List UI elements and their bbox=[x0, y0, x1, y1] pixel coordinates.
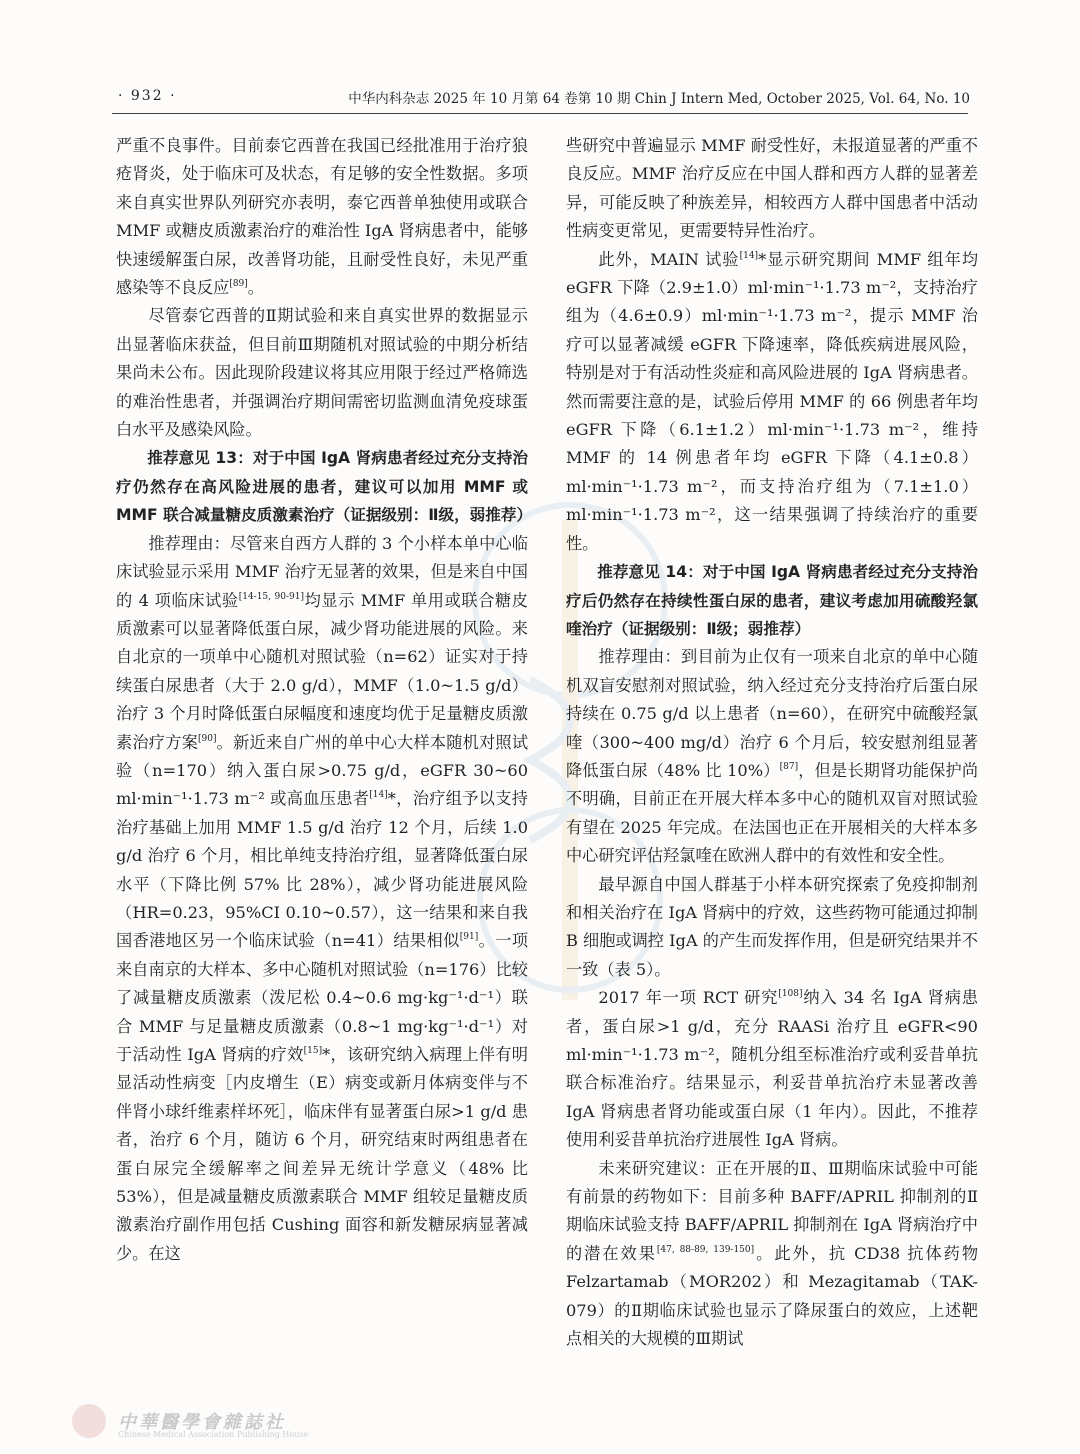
citation: [14] bbox=[369, 790, 388, 801]
citation: [14-15, 90-91] bbox=[238, 591, 304, 602]
journal-header: 中华内科杂志 2025 年 10 月第 64 卷第 10 期 Chin J Intern Med, October 2025, Vol. 64, No. 10 bbox=[348, 91, 970, 107]
paragraph: 严重不良事件。目前泰它西普在我国已经批准用于治疗狼疮肾炎，处于临床可及状态，有足够的安全性数据。多项来自真实世界队列研究亦表明，泰它西普单独使用或联合 MMF 或糖皮质激素治疗的难治性 IgA 肾病患者中，能够快速缓解蛋白尿，改善肾功能，且耐受性良好，未见严重感染等不良反应[89]。 bbox=[116, 136, 529, 298]
citation: [14] bbox=[739, 250, 759, 261]
paragraph: 此外，MAIN 试验[14]*显示研究期间 MMF 组年均 eGFR 下降（2.9±1.0）ml·min⁻¹·1.73 m⁻²，支持治疗组为（4.6±0.9）ml·min⁻¹·1.73 m⁻²，提示 MMF 治疗可以显著减缓 eGFR 下降速率，降低疾病进展风险，特别是对于有活动性炎症和高风险进展的 IgA 肾病患者。然而需要注意的是，试验后停用 MMF 的 66 例患者年均 eGFR 下降（6.1±1.2）ml·min⁻¹·1.73 m⁻²，维持 MMF 的 14 例患者年均 eGFR 下降（4.1±0.8）ml·min⁻¹·1.73 m⁻²，而支持治疗组为（7.1±1.0）ml·min⁻¹·1.73 m⁻²，这一结果强调了持续治疗的重要性。 bbox=[566, 249, 979, 553]
left-column bbox=[116, 132, 533, 1268]
recommendation-14: 推荐意见 14：对于中国 IgA 肾病患者经过充分支持治疗后仍然存在持续性蛋白尿的患者，建议考虑加用硫酸羟氯喹治疗（证据级别：Ⅱ级；弱推荐） bbox=[566, 563, 978, 638]
publisher-logo-icon bbox=[72, 1404, 106, 1438]
right-column bbox=[566, 132, 978, 1353]
citation: [47, 88-89, 139-150] bbox=[656, 1244, 755, 1255]
paragraph: 未来研究建议：正在开展的Ⅱ、Ⅲ期临床试验中可能有前景的药物如下：目前多种 BAFF/APRIL 抑制剂的Ⅱ期临床试验支持 BAFF/APRIL 抑制剂在 IgA 肾病治疗中的潜在效果[47, 88-89, 139-150]。此外，抗 CD38 抗体药物 Felzartamab（MOR202）和 Mezagitamab（TAK-079）的Ⅱ期临床试验也显示了降尿蛋白的效应，上述靶点相关的大规模的Ⅲ期试 bbox=[566, 1158, 979, 1349]
paragraph: 尽管泰它西普的Ⅱ期试验和来自真实世界的数据显示出显著临床获益，但目前Ⅲ期随机对照试验的中期分析结果尚未公布。因此现阶段建议将其应用限于经过严格筛选的难治性患者，并强调治疗期间需密切监测血清免疫球蛋白水平及感染风险。 bbox=[116, 306, 528, 440]
paragraph: 2017 年一项 RCT 研究[108]纳入 34 名 IgA 肾病患者，蛋白尿>1 g/d，充分 RAASi 治疗且 eGFR<90 ml·min⁻¹·1.73 m⁻²，随机分组至标准治疗或利妥昔单抗联合标准治疗。结果显示，利妥昔单抗治疗未显著改善 IgA 肾病患者肾功能或蛋白尿（1 年内）。因此，不推荐使用利妥昔单抗治疗进展性 IgA 肾病。 bbox=[566, 988, 978, 1150]
publisher-watermark-en: Chinese Medical Association Publishing House bbox=[118, 1430, 309, 1439]
paragraph: 推荐理由：到目前为止仅有一项来自北京的单中心随机双盲安慰剂对照试验，纳入经过充分支持治疗后蛋白尿持续在 0.75 g/d 以上患者（n=60），在研究中硫酸羟氯喹（300~400 mg/d）治疗 6 个月后，较安慰剂组显著降低蛋白尿（48% 比 10%）[87]，但是长期肾功能保护尚不明确，目前正在开展大样本多中心的随机双盲对照试验有望在 2025 年完成。在法国也正在开展相关的大样本多中心研究评估羟氯喹在欧洲人群中的有效性和安全性。 bbox=[566, 647, 979, 866]
page-number: · 932 · bbox=[118, 88, 177, 104]
citation: [108] bbox=[778, 989, 803, 1000]
citation: [90] bbox=[197, 733, 217, 744]
publisher-watermark: 中華醫學會雜誌社 bbox=[118, 1412, 286, 1433]
paragraph: 最早源自中国人群基于小样本研究探索了免疫抑制剂和相关治疗在 IgA 肾病中的疗效，这些药物可能通过抑制 B 细胞或调控 IgA 的产生而发挥作用，但是研究结果并不一致（表 5）。 bbox=[566, 874, 978, 979]
header-divider bbox=[112, 113, 968, 114]
citation: [87] bbox=[779, 761, 799, 772]
recommendation-13: 推荐意见 13：对于中国 IgA 肾病患者经过充分支持治疗仍然存在高风险进展的患者，建议可以加用 MMF 或 MMF 联合减量糖皮质激素治疗（证据级别：Ⅱ级，弱推荐） bbox=[116, 449, 533, 525]
paragraph: 些研究中普遍显示 MMF 耐受性好，未报道显著的严重不良反应。MMF 治疗反应在中国人群和西方人群的显著差异，可能反映了种族差异，相较西方人群中国患者中活动性病变更常见，更需要特异性治疗。 bbox=[566, 136, 978, 241]
paragraph: 推荐理由：尽管来自西方人群的 3 个小样本单中心临床试验显示采用 MMF 治疗无显著的效果，但是来自中国的 4 项临床试验[14-15, 90-91]均显示 MMF 单用或联合糖皮质激素可以显著降低蛋白尿，减少肾功能进展的风险。来自北京的一项单中心随机对照试验（n=62）证实对于持续蛋白尿患者（大于 2.0 g/d），MMF（1.0~1.5 g/d）治疗 3 个月时降低蛋白尿幅度和速度均优于足量糖皮质激素治疗方案[90]。新近来自广州的单中心大样本随机对照试验（n=170）纳入蛋白尿>0.75 g/d，eGFR 30~60 ml·min⁻¹·1.73 m⁻² 或高血压患者[14]*，治疗组予以支持治疗基础上加用 MMF 1.5 g/d 治疗 12 个月，后续 1.0 g/d 治疗 6 个月，相比单纯支持治疗组，显著降低蛋白尿水平（下降比例 57% 比 28%），减少肾功能进展风险（HR=0.23，95%CI 0.10~0.57），这一结果和来自我国香港地区另一个临床试验（n=41）结果相似[91]。一项来自南京的大样本、多中心随机对照试验（n=176）比较了减量糖皮质激素（泼尼松 0.4~0.6 mg·kg⁻¹·d⁻¹）联合 MMF 与足量糖皮质激素（0.8~1 mg·kg⁻¹·d⁻¹）对于活动性 IgA 肾病的疗效[15]*，该研究纳入病理上伴有明显活动性病变［内皮增生（E）病变或新月体病变伴与不伴肾小球纤维素样坏死］，临床伴有显著蛋白尿>1 g/d 患者，治疗 6 个月，随访 6 个月，研究结束时两组患者在蛋白尿完全缓解率之间差异无统计学意义（48% 比 53%），但是减量糖皮质激素联合 MMF 组较足量糖皮质激素治疗副作用包括 Cushing 面容和新发糖尿病显著减少。在这 bbox=[116, 533, 529, 1263]
citation: [89] bbox=[229, 279, 248, 290]
citation: [15] bbox=[303, 1046, 323, 1056]
citation: [91] bbox=[459, 932, 479, 943]
